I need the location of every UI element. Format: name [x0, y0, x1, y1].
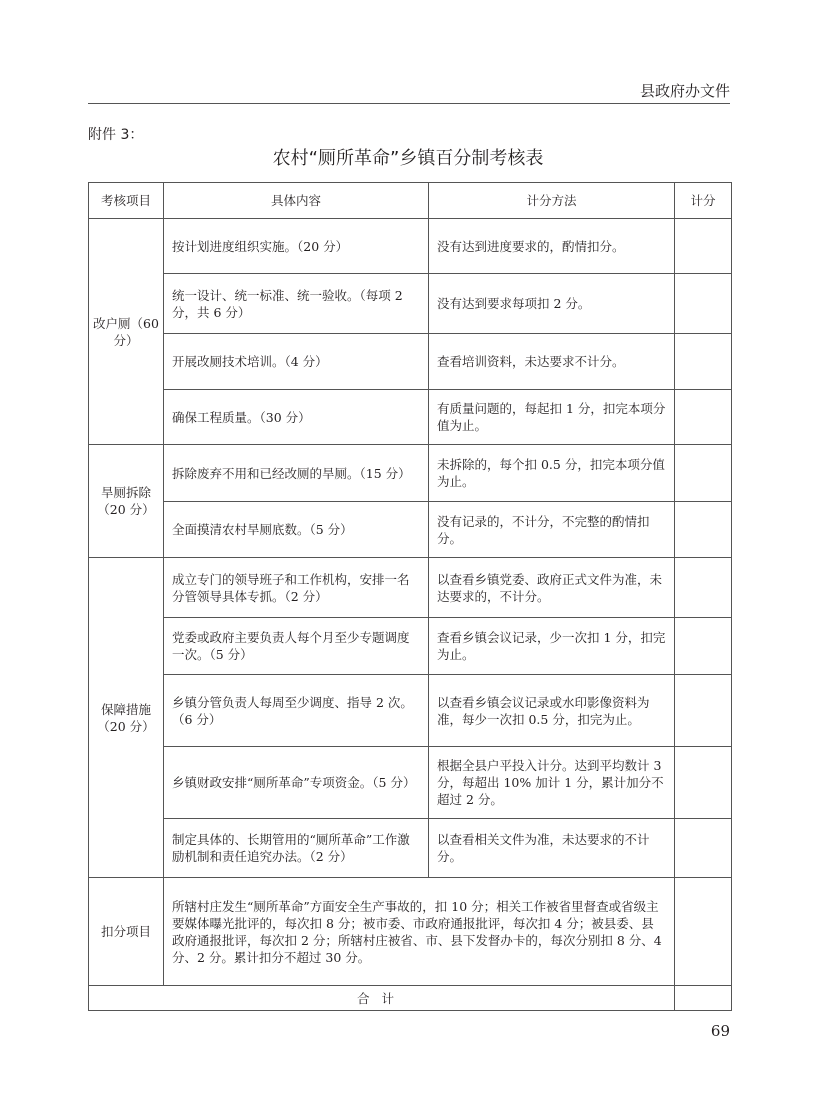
total-row	[89, 986, 732, 1011]
method-cell: 没有达到进度要求的，酌情扣分。	[429, 219, 675, 274]
content-cell: 乡镇分管负责人每周至少调度、指导 2 次。（6 分）	[164, 675, 429, 747]
header-rule	[88, 103, 730, 104]
total-label: 合计	[89, 986, 675, 1011]
score-cell[interactable]	[675, 219, 732, 274]
method-cell: 有质量问题的，每起扣 1 分，扣完本项分值为止。	[429, 390, 675, 445]
content-cell: 成立专门的领导班子和工作机构，安排一名分管领导具体专抓。（2 分）	[164, 558, 429, 618]
column-header: 具体内容	[164, 183, 429, 219]
table-row	[89, 558, 732, 618]
page-title: 农村“厕所革命”乡镇百分制考核表	[272, 148, 544, 169]
total-score-cell[interactable]	[675, 986, 732, 1011]
column-header: 考核项目	[89, 183, 164, 219]
method-cell: 以查看相关文件为准，未达要求的不计分。	[429, 819, 675, 878]
method-cell: 没有记录的，不计分，不完整的酌情扣分。	[429, 502, 675, 558]
table-row	[89, 219, 732, 274]
category-cell: 扣分项目	[89, 878, 164, 986]
content-cell: 开展改厕技术培训。（4 分）	[164, 334, 429, 390]
score-cell[interactable]	[675, 878, 732, 986]
table-header-row	[89, 183, 732, 219]
table-row	[89, 618, 732, 675]
score-cell[interactable]	[675, 747, 732, 819]
content-cell: 党委或政府主要负责人每个月至少专题调度一次。（5 分）	[164, 618, 429, 675]
method-cell: 没有达到要求每项扣 2 分。	[429, 274, 675, 334]
page-number: 69	[710, 1022, 730, 1040]
table-row	[89, 334, 732, 390]
method-cell: 以查看乡镇党委、政府正式文件为准，未达要求的，不计分。	[429, 558, 675, 618]
content-cell: 拆除废弃不用和已经改厕的旱厕。（15 分）	[164, 445, 429, 502]
table-row	[89, 502, 732, 558]
content-cell: 统一设计、统一标准、统一验收。（每项 2 分，共 6 分）	[164, 274, 429, 334]
score-cell[interactable]	[675, 502, 732, 558]
column-header: 计分	[675, 183, 732, 219]
assessment-table	[88, 182, 732, 1011]
deduction-content: 所辖村庄发生“厕所革命”方面安全生产事故的，扣 10 分；相关工作被省里督查或省级主要媒体曝光批评的，每次扣 8 分；被市委、市政府通报批评，每次扣 4 分；被县委、县政府通报批评，每次扣 2 分；所辖村庄被省、市、县下发督办卡的，每次分别扣 8 分、4 分、2 分。累计扣分不超过 30 分。	[164, 878, 675, 986]
attachment-label: 附件 3：	[88, 127, 144, 143]
content-cell: 按计划进度组织实施。（20 分）	[164, 219, 429, 274]
score-cell[interactable]	[675, 819, 732, 878]
category-cell: 改户厕（60 分）	[89, 219, 164, 445]
column-header: 计分方法	[429, 183, 675, 219]
category-cell: 保障措施（20 分）	[89, 558, 164, 878]
method-cell: 查看培训资料，未达要求不计分。	[429, 334, 675, 390]
content-cell: 乡镇财政安排“厕所革命”专项资金。（5 分）	[164, 747, 429, 819]
table-row	[89, 747, 732, 819]
method-cell: 根据全县户平投入计分。达到平均数计 3 分，每超出 10% 加计 1 分，累计加分不超过 2 分。	[429, 747, 675, 819]
score-cell[interactable]	[675, 618, 732, 675]
table-row	[89, 390, 732, 445]
deduction-row	[89, 878, 732, 986]
content-cell: 确保工程质量。（30 分）	[164, 390, 429, 445]
category-cell: 旱厕拆除（20 分）	[89, 445, 164, 558]
score-cell[interactable]	[675, 445, 732, 502]
content-cell: 全面摸清农村旱厕底数。（5 分）	[164, 502, 429, 558]
method-cell: 未拆除的，每个扣 0.5 分，扣完本项分值为止。	[429, 445, 675, 502]
table-row	[89, 445, 732, 502]
score-cell[interactable]	[675, 390, 732, 445]
method-cell: 以查看乡镇会议记录或水印影像资料为准，每少一次扣 0.5 分，扣完为止。	[429, 675, 675, 747]
method-cell: 查看乡镇会议记录，少一次扣 1 分，扣完为止。	[429, 618, 675, 675]
table-row	[89, 274, 732, 334]
table-row	[89, 819, 732, 878]
score-cell[interactable]	[675, 274, 732, 334]
content-cell: 制定具体的、长期管用的“厕所革命”工作激励机制和责任追究办法。（2 分）	[164, 819, 429, 878]
score-cell[interactable]	[675, 675, 732, 747]
score-cell[interactable]	[675, 334, 732, 390]
table-row	[89, 675, 732, 747]
running-header: 县政府办文件	[639, 82, 730, 100]
score-cell[interactable]	[675, 558, 732, 618]
